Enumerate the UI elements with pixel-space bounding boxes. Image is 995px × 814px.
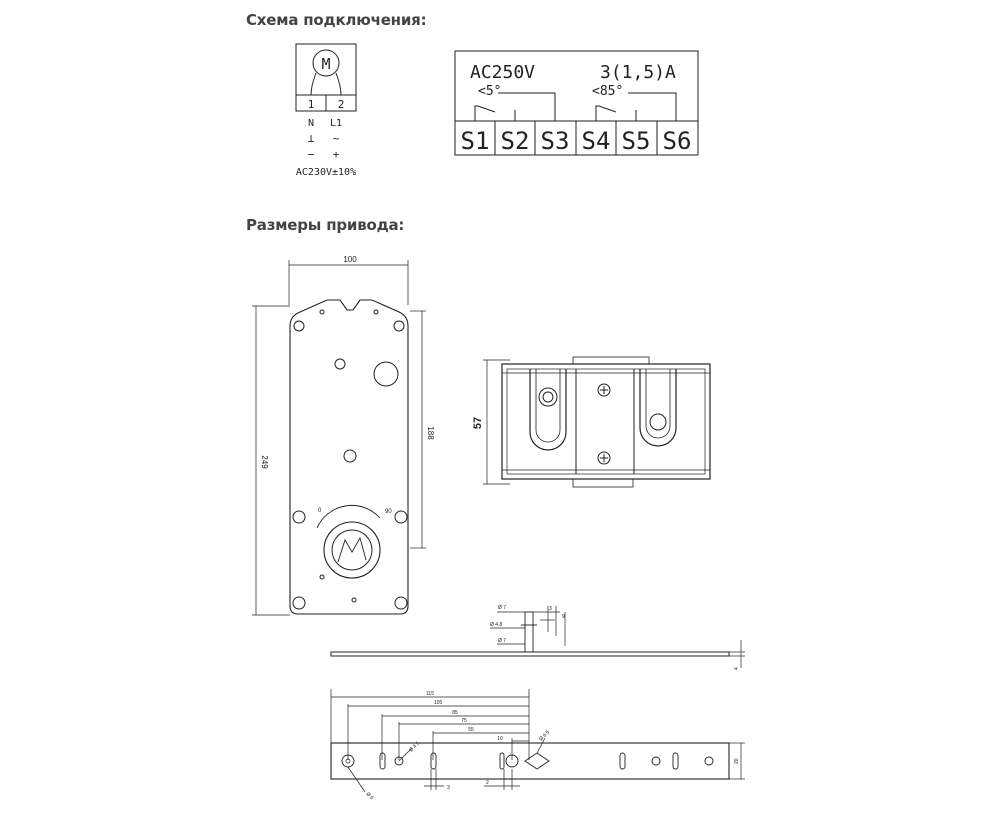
dim-width: 100 bbox=[343, 255, 357, 264]
slot-gap: 2 bbox=[486, 780, 489, 786]
label-n: N bbox=[307, 118, 315, 129]
bracket-length-3: 85 bbox=[452, 710, 458, 716]
bracket-length-2: 105 bbox=[433, 700, 443, 706]
actuator-front-view bbox=[252, 255, 435, 615]
rating-current: 3(1,5)A bbox=[600, 62, 676, 83]
plus-symbol: + bbox=[332, 148, 340, 161]
shaft-dim-b: 9 bbox=[562, 614, 565, 620]
terminal-s1: S1 bbox=[460, 127, 490, 155]
minus-symbol: − bbox=[307, 148, 315, 161]
shaft-d-mid: Ø 4.8 bbox=[490, 622, 503, 628]
label-l1: L1 bbox=[329, 118, 343, 129]
scale-end: 90 bbox=[385, 509, 392, 515]
rating-voltage: AC250V bbox=[470, 62, 536, 83]
motor-symbol: M bbox=[321, 55, 331, 73]
motor-wiring-diagram bbox=[296, 44, 356, 178]
actuator-body bbox=[290, 300, 408, 614]
bracket-detail bbox=[331, 689, 745, 801]
terminal-s4: S4 bbox=[581, 127, 611, 155]
shaft-d-bottom: Ø 7 bbox=[498, 638, 507, 644]
switch1-contact bbox=[475, 106, 495, 121]
terminal-s2: S2 bbox=[500, 127, 530, 155]
shaft-dim-a: 3 bbox=[549, 606, 552, 612]
bracket-offset: 10 bbox=[497, 736, 503, 742]
terminal-s5: S5 bbox=[621, 127, 651, 155]
wiring-heading: Схема подключения: bbox=[246, 11, 427, 29]
hole-label-c: Ø 6.5 bbox=[538, 729, 552, 743]
bracket-length-4: 75 bbox=[461, 718, 467, 724]
dim-depth: 57 bbox=[472, 416, 484, 430]
terminal-2: 2 bbox=[337, 98, 345, 111]
position-scale bbox=[317, 505, 380, 528]
ac-symbol: ~ bbox=[332, 132, 340, 145]
bracket-length-total: 115 bbox=[426, 691, 434, 697]
dim-height-total: 249 bbox=[260, 455, 269, 469]
dimensions-heading: Размеры привода: bbox=[246, 216, 405, 234]
cable-gland-2 bbox=[650, 414, 666, 430]
shaft-detail bbox=[331, 605, 745, 670]
terminal-s3: S3 bbox=[540, 127, 570, 155]
scale-start: 0 bbox=[318, 508, 322, 514]
switch-wiring-diagram bbox=[455, 51, 698, 155]
hole-label-a: Ø 6 bbox=[364, 791, 375, 802]
switch2-angle: <85° bbox=[592, 84, 624, 99]
terminal-s6: S6 bbox=[662, 127, 692, 155]
actuator-side-view bbox=[472, 357, 710, 487]
hole-label-b: Ø 4.5 bbox=[408, 740, 422, 754]
supply-voltage: AC230V±10% bbox=[295, 167, 357, 178]
switch1-angle: <5° bbox=[478, 84, 502, 99]
bracket-width: 20 bbox=[734, 758, 740, 764]
dim-height-inner: 188 bbox=[426, 426, 435, 440]
bracket-length-5: 55 bbox=[468, 727, 474, 733]
terminal-1: 1 bbox=[307, 98, 315, 111]
ground-symbol: ⊥ bbox=[307, 132, 315, 145]
shaft-d-top: Ø 7 bbox=[498, 605, 507, 611]
slot-width: 3 bbox=[447, 785, 450, 791]
mounting-bracket bbox=[331, 743, 729, 779]
cable-gland-1 bbox=[539, 388, 557, 406]
mounting-hole bbox=[374, 362, 398, 386]
shaft-thickness: 4 bbox=[734, 667, 740, 670]
switch2-contact bbox=[596, 106, 616, 121]
